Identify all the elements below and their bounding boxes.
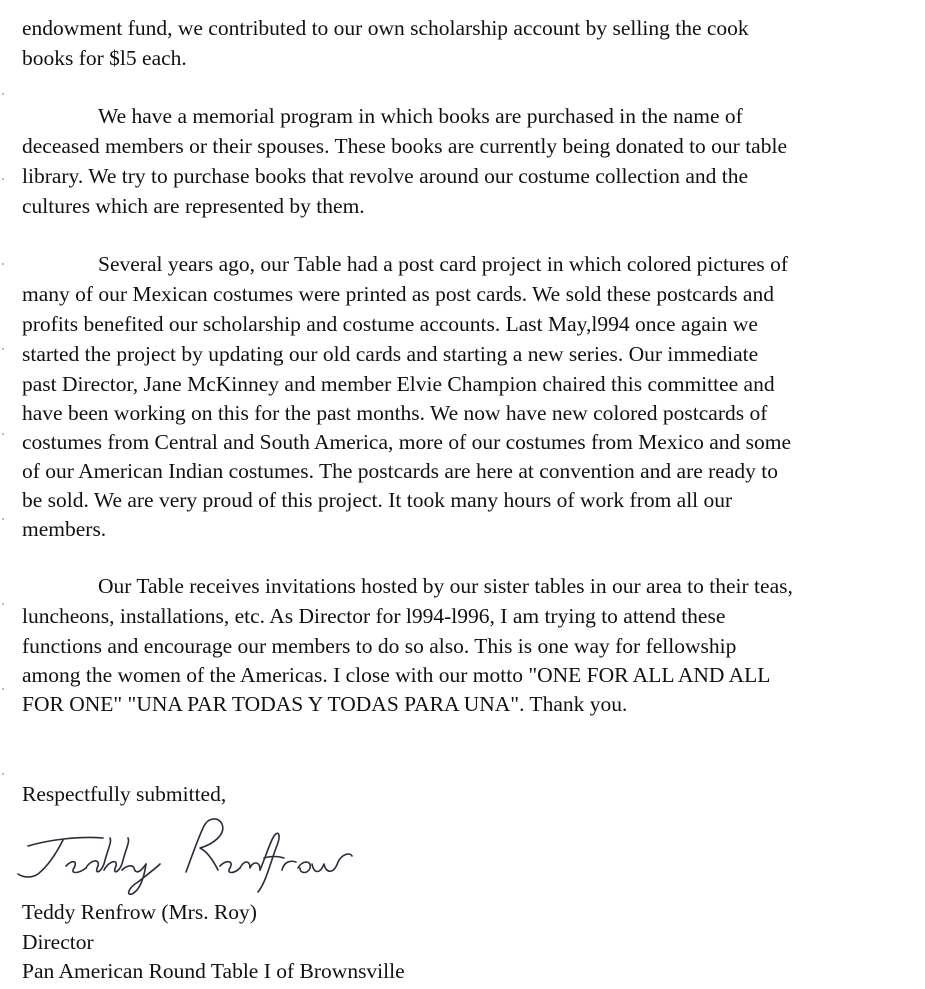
margin-mark bbox=[2, 603, 4, 605]
body-line: started the project by updating our old cards and starting a new series. Our immediate bbox=[22, 342, 759, 366]
paragraph-start-line: Several years ago, our Table had a post card project in which colored pictures of bbox=[98, 252, 789, 276]
body-line: have been working on this for the past months. We now have new colored postcards of bbox=[22, 401, 768, 425]
handwritten-signature bbox=[8, 808, 368, 898]
margin-mark bbox=[2, 93, 4, 95]
body-line: among the women of the Americas. I close with our motto "ONE FOR ALL AND ALL bbox=[22, 663, 771, 687]
signer-name: Teddy Renfrow (Mrs. Roy) bbox=[22, 900, 257, 924]
body-line: books for $l5 each. bbox=[22, 46, 187, 70]
margin-mark bbox=[2, 263, 4, 265]
body-line: past Director, Jane McKinney and member Elvie Champion chaired this committee and bbox=[22, 372, 775, 396]
body-line: FOR ONE" "UNA PAR TODAS Y TODAS PARA UNA". Thank you. bbox=[22, 692, 628, 716]
closing-text: Respectfully submitted, bbox=[22, 782, 227, 806]
body-line: luncheons, installations, etc. As Director for l994-l996, I am trying to attend these bbox=[22, 604, 726, 628]
margin-mark bbox=[2, 178, 4, 180]
signer-title: Director bbox=[22, 930, 94, 954]
body-line: deceased members or their spouses. These books are currently being donated to our table bbox=[22, 134, 787, 158]
margin-mark bbox=[2, 773, 4, 775]
body-line: endowment fund, we contributed to our own scholarship account by selling the cook bbox=[22, 16, 749, 40]
paragraph-start-line: We have a memorial program in which books are purchased in the name of bbox=[98, 104, 743, 128]
body-line: members. bbox=[22, 517, 107, 541]
margin-mark bbox=[2, 433, 4, 435]
paragraph-start-line: Our Table receives invitations hosted by our sister tables in our area to their teas, bbox=[98, 574, 793, 598]
body-line: of our American Indian costumes. The postcards are here at convention and are ready to bbox=[22, 459, 778, 483]
body-line: functions and encourage our members to do so also. This is one way for fellowship bbox=[22, 634, 737, 658]
body-line: library. We try to purchase books that revolve around our costume collection and the bbox=[22, 164, 749, 188]
body-line: profits benefited our scholarship and costume accounts. Last May,l994 once again we bbox=[22, 312, 758, 336]
signer-organization: Pan American Round Table I of Brownsville bbox=[22, 959, 405, 983]
body-line: be sold. We are very proud of this project. It took many hours of work from all our bbox=[22, 488, 733, 512]
body-line: costumes from Central and South America, more of our costumes from Mexico and some bbox=[22, 430, 792, 454]
body-line: many of our Mexican costumes were printed as post cards. We sold these postcards and bbox=[22, 282, 774, 306]
margin-mark bbox=[2, 348, 4, 350]
margin-mark bbox=[2, 518, 4, 520]
body-line: cultures which are represented by them. bbox=[22, 194, 365, 218]
margin-mark bbox=[2, 688, 4, 690]
